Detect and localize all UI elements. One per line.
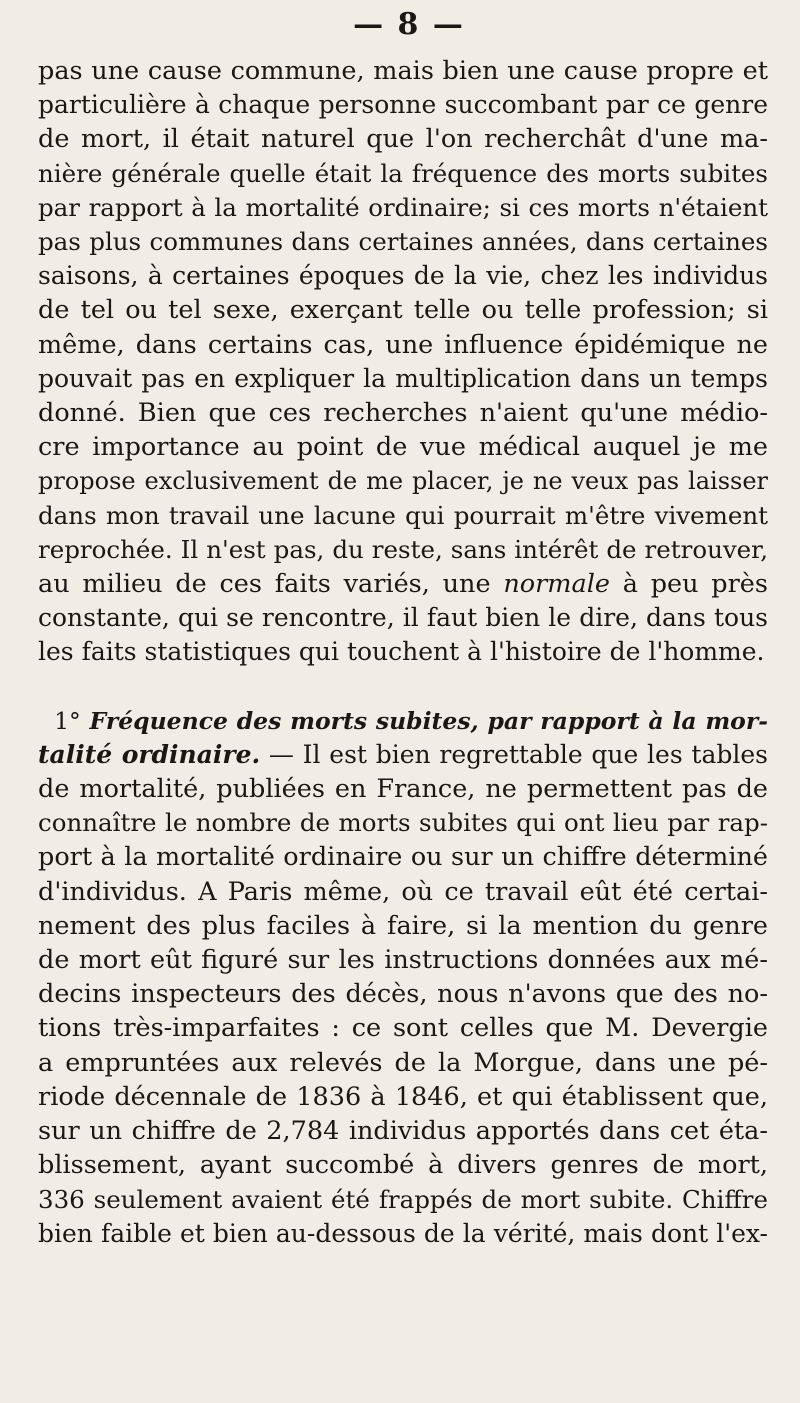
text-line: 336 seulement avaient été frappés de mort subite. Chiffre: [38, 1184, 768, 1214]
text-line: a empruntées aux relevés de la Morgue, dans une pé-: [38, 1047, 768, 1078]
text-line: de mortalité, publiées en France, ne permettent pas de: [38, 774, 768, 805]
text-fragment: — Il est bien regrettable que les tables: [260, 739, 768, 769]
text-line: par rapport à la mortalité ordinaire; si ces morts n'étaient: [38, 192, 768, 222]
text-line: saisons, à certaines époques de la vie, chez les individus: [38, 261, 768, 291]
section-heading: Fréquence des morts subites, par rapport à la mor-: [80, 706, 768, 735]
text-line: pouvait pas en expliquer la multiplication dans un temps: [38, 363, 768, 393]
text-line: propose exclusivement de me placer, je ne veux pas laisser: [38, 467, 768, 496]
text-line: les faits statistiques qui touchent à l'histoire de l'homme.: [38, 637, 765, 667]
text-line: decins inspecteurs des décès, nous n'avons que des no-: [38, 979, 768, 1010]
text-line: [38, 567, 768, 601]
text-line: particulière à chaque personne succombant par ce genre: [38, 90, 768, 120]
text-line: dans mon travail une lacune qui pourrait m'être vivement: [38, 500, 768, 530]
text-line: de mort eût figuré sur les instructions données aux mé-: [38, 945, 768, 976]
text-line: même, dans certains cas, une influence épidémique ne: [38, 329, 768, 360]
text-line: pas plus communes dans certaines années, dans certaines: [38, 227, 768, 257]
section-heading: talité ordinaire.: [38, 739, 261, 769]
section-number: 1°: [54, 706, 81, 735]
text-line: cre importance au point de vue médical auquel je me: [38, 432, 768, 463]
text-line: nement des plus faciles à faire, si la mention du genre: [38, 910, 768, 941]
text-line: blissement, ayant succombé à divers genres de mort,: [38, 1150, 768, 1181]
text-line: de mort, il était naturel que l'on recherchât d'une ma-: [38, 124, 768, 155]
text-line: tions très-imparfaites : ce sont celles que M. Devergie: [38, 1013, 768, 1044]
text-fragment: au milieu de ces faits variés, une: [38, 569, 504, 600]
text-line: reprochée. Il n'est pas, du reste, sans intérêt de retrouver,: [38, 534, 768, 564]
text-line: d'individus. A Paris même, où ce travail eût été certai-: [38, 876, 768, 907]
emphasized-word: normale: [503, 569, 610, 600]
text-line: constante, qui se rencontre, il faut bien le dire, dans tous: [38, 603, 768, 633]
text-line: connaître le nombre de morts subites qui ont lieu par rap-: [38, 808, 768, 838]
text-line: bien faible et bien au-dessous de la vérité, mais dont l'ex-: [38, 1218, 768, 1248]
text-line: nière générale quelle était la fréquence des morts subites: [38, 158, 768, 188]
page-number: — 8 —: [353, 7, 465, 42]
text-fragment: à peu près: [609, 569, 768, 600]
document-page: [38, 0, 768, 1251]
paragraph-2: [38, 704, 768, 1251]
text-line: donné. Bien que ces recherches n'aient qu'une médio-: [38, 398, 768, 429]
section-heading-line: [38, 704, 768, 738]
text-line: pas une cause commune, mais bien une cause propre et: [38, 56, 768, 86]
text-line: de tel ou tel sexe, exerçant telle ou telle profession; si: [38, 295, 768, 326]
section-heading-line: [38, 738, 768, 772]
paragraph-1: [38, 54, 768, 670]
text-line: port à la mortalité ordinaire ou sur un chiffre déterminé: [38, 842, 768, 873]
text-line: riode décennale de 1836 à 1846, et qui établissent que,: [38, 1081, 768, 1112]
text-line: sur un chiffre de 2,784 individus apportés dans cet éta-: [38, 1116, 768, 1147]
